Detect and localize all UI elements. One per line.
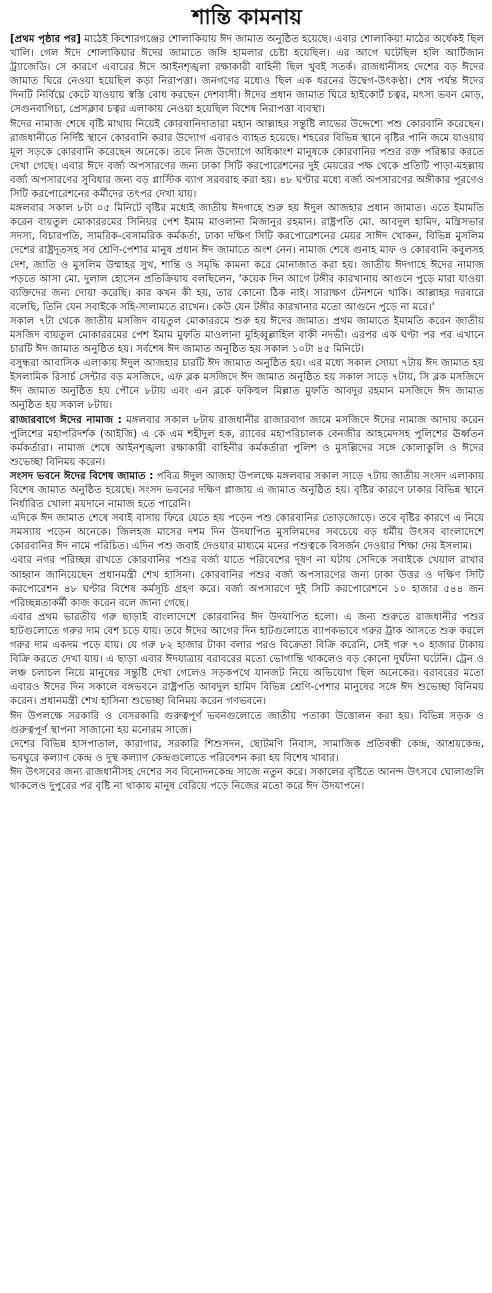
paragraph	[10, 357, 484, 413]
paragraph-text: এদিকে ঈদ জামাত শেষে সবাই বাসায় ফিরে যেতে হয় পড়েন পশু কোরবানির তোড়জোড়ে। তবে বৃষ্টির কারণে এ নিয়ে সমস্যায় পড়েন অনেকে। জিলহজ মাসের দশম দিন উদযাপিত মুসলিমদের সবচেয়ে বড় ধর্মীয় উৎসব বাংলাদেশে কোরবানির ঈদ নামে পরিচিত। এদিন পশু জবাই দেওয়ার মাধ্যমে মনের পশুত্বকে বিসর্জন দেওয়ার শিক্ষা দেয় ইসলাম।	[10, 513, 484, 553]
paragraph-lead: সংসদ ভবনে ঈদের বিশেষ জামাত :	[10, 470, 154, 482]
paragraph	[10, 315, 484, 357]
headline: শান্তি কামনায়	[192, 4, 302, 29]
paragraph-text: মাঠেই কিশোরগঞ্জের শোলাকিয়ায় ঈদ জামাত অনুষ্ঠিত হয়েছে। এবার শোলাকিয়া মাঠের অর্ধেকই ছিল খালি। গেল ঈদে শোলাকিয়ার ঈদের জামাতে জঙ্গি হামলার চেষ্টা হয়েছিল। এর আগে ঘটেছিল হলি আর্টিজান ট্র্যাজেডি। সে কারণে এবারের ঈদে আইনশৃঙ্খলা রক্ষাকারী বাহিনী ছিল খুবই সতর্ক। রাজধানীসহ দেশের বড় ঈদের জামাত ঘিরে নেওয়া হয়েছিল কড়া নিরাপত্তা। জনগণের মধ্যেও ছিল এক ধরনের উদ্বেগ-উৎকণ্ঠা। শেষ পর্যন্ত ঈদের দিনটি নির্বিঘ্নে কেটে যাওয়ায় স্বস্তি বোধ করছেন দেশবাসী। ঈদের প্রধান জামাত ঘিরে হাইকোর্ট চত্বর, মৎস্য ভবন মোড়, সেগুনবাগিচা, প্রেসক্লাব চত্বর এলাকায় নেওয়া হয়েছিল বিশেষ নিরাপত্তা ব্যবস্থা।	[10, 34, 484, 116]
paragraph-lead: রাজারবাগে ঈদের নামাজ :	[10, 414, 122, 426]
paragraph	[10, 611, 484, 710]
paragraph	[10, 738, 484, 766]
article-body	[10, 33, 484, 794]
paragraph	[10, 710, 484, 738]
paragraph-lead: [প্রথম পৃষ্ঠার পর]	[10, 34, 81, 45]
paragraph	[10, 470, 484, 512]
paragraph-text: এবার প্রথম ভারতীয় গরু ছাড়াই বাংলাদেশে কোরবানির ঈদ উদযাপিত হলো। এ জন্য শুরুতে রাজধানীর পশুর হাটগুলোতে গরুর দাম বেশ চড়ে যায়। তবে ঈদের আগের দিন হাটগুলোতে ব্যাপকভাবে গরুর ট্রাক আসতে শুরু করলে গরুর দাম একদম পড়ে যায়। যে গরু ৮২ হাজার টাকা বলার পরও বিক্রেতা বিক্রি করেনি, সেই গরু ৭০ হাজার টাকায় বিক্রি করতে দেখা যায়। এ ছাড়া এবার ঈদযাত্রায় বরাবরের মতো ভোগান্তি থাকলেও বড় কোনো দুর্ঘটনা ঘটেনি। ট্রেন ও লঞ্চ চলাচল নিয়ে মানুষের সন্তুষ্টি দেখা গেলেও সড়কপথে যানজট নিয়ে অভিযোগ ছিল অনেকের। বরাবরের মতো এবারও ঈদের দিন সকালে বঙ্গভবনে রাষ্ট্রপতি আবদুল হামিদ বিভিন্ন শ্রেণি-পেশার মানুষের সঙ্গে ঈদ শুভেচ্ছা বিনিময় করেন। প্রধানমন্ত্রী শেখ হাসিনা শুভেচ্ছা বিনিময় করেন গণভবনে।	[10, 611, 484, 708]
paragraph	[10, 766, 484, 794]
paragraph	[10, 33, 484, 118]
paragraph	[10, 512, 484, 554]
paragraph	[10, 202, 484, 315]
paragraph-text: এবার নগর পরিচ্ছন্ন রাখতে কোরবানির পশুর বর্জ্য যাতে পরিবেশের দূষণ না ঘটায় সেদিকে সবাইকে খেয়াল রাখার আহ্বান জানিয়েছেন প্রধানমন্ত্রী শেখ হাসিনা। কোরবানির পশুর বর্জ্য অপসারণের জন্য ঢাকা উত্তর ও দক্ষিণ সিটি করপোরেশন ৪৮ ঘণ্টার বিশেষ কর্মসূচি গ্রহণ করে। বর্জ্য অপসারণে দুই সিটি করপোরেশনে ১০ হাজার ৫৪৪ জন পরিচ্ছন্নতাকর্মী কাজ করেন বলে জানা গেছে।	[10, 555, 484, 609]
paragraph-text: ঈদ উৎসবের জন্য রাজধানীসহ দেশের সব বিনোদনকেন্দ্র সাজে নতুন করে। সকালের বৃষ্টিতে আনন্দ উৎসবে ঘোলাগুলি থাকলেও দুপুরের পর বৃষ্টি না থাকায় মানুষ বেরিয়ে পড়ে নিজের মতো করে ঈদ উদযাপনে।	[10, 766, 484, 792]
paragraph-text: সকাল ৭টা থেকে জাতীয় মসজিদ বায়তুল মোকাররমে শুরু হয় ঈদের জামাত। প্রথম জামাতে ইমামতি করেন জাতীয় মসজিদ বায়তুল মোকাররমের পেশ ইমাম মুফতি মাওলানা মুহিব্বুল্লাহিল বাকী নদভী। এরপর এক ঘণ্টা পর পর এখানে চারটি ঈদ জামাত অনুষ্ঠিত হয়। সর্বশেষ ঈদ জামাত অনুষ্ঠিত হয় সকাল ১০টা ৪৫ মিনিটে।	[10, 315, 484, 356]
paragraph-text: ঈদ উপলক্ষে সরকারি ও বেসরকারি গুরুত্বপূর্ণ ভবনগুলোতে জাতীয় পতাকা উত্তোলন করা হয়। বিভিন্ন সড়ক ও গুরুত্বপূর্ণ স্থাপনা সাজানো হয় মনোরম সাজে।	[10, 710, 484, 736]
paragraph	[10, 554, 484, 610]
paragraph-text: দেশের বিভিন্ন হাসপাতাল, কারাগার, সরকারি শিশুসদন, ছোটমণি নিবাস, সামাজিক প্রতিবন্ধী কেন্দ্র, আশ্রয়কেন্দ্র, ভবঘুরে কল্যাণ কেন্দ্র ও দুস্থ কল্যাণ কেন্দ্রগুলোতে পরিবেশন করা হয় বিশেষ খাবার।	[10, 738, 484, 764]
paragraph-text: ঈদের নামাজ শেষে বৃষ্টি মাথায় নিয়েই কোরবানিদাতারা মহান আল্লাহর সন্তুষ্টি লাভের উদ্দেশ্যে পশু কোরবানি করেছেন। রাজধানীতে নির্দিষ্ট স্থানে কোরবানি করার উদ্যোগ এবারও ব্যাহত হয়েছে। শহরের বিভিন্ন স্থানে বৃষ্টির পানি জমে যাওয়ায় মূল সড়কে কোরবানি করেছেন অনেকে। তবে নিজ উদ্যোগে অধিকাংশ মানুষকে কোরবানির পশুর রক্ত পরিষ্কার করতে দেখা গেছে। এবার ঈদে বর্জ্য অপসারণের জন্য ঢাকা সিটি করপোরেশনের দুই মেয়রের পক্ষ থেকে প্রতিটি পাড়া-মহল্লায় বর্জ্য অপসারণের সুবিধার জন্য বড় প্লাস্টিক ব্যাগ সরবরাহ করা হয়। ৪৮ ঘণ্টার মধ্যে বর্জ্য অপসারণের অঙ্গীকার পূরণেও সিটি করপোরেশনের কর্মীদের তৎপর দেখা যায়।	[10, 118, 484, 201]
paragraph	[10, 118, 484, 203]
paragraph-text: মঙ্গলবার সকাল ৮টা ০৫ মিনিটে বৃষ্টির মধ্যেই জাতীয় ঈদগাহে শুরু হয় ঈদুল আজহার প্রধান জামাত। এতে ইমামতি করেন বায়তুল মোকাররমের সিনিয়র পেশ ইমাম মাওলানা মিজানুর রহমান। রাষ্ট্রপতি মো. আবদুল হামিদ, মন্ত্রিসভার সদস্য, বিচারপতি, সামরিক-বেসামরিক কর্মকর্তা, ঢাকা দক্ষিণ সিটি করপোরেশনের মেয়র সাঈদ খোকন, বিভিন্ন মুসলিম দেশের রাষ্ট্রদূতসহ সব শ্রেণি-পেশার মানুষ প্রধান ঈদ জামাতে অংশ নেন। নামাজ শেষে গুনাহ মাফ ও কোরবানি কবুলসহ দেশ, জাতি ও মুসলিম উম্মাহর সুখ, শান্তি ও সমৃদ্ধি কামনা করে মোনাজাত করা হয়। জাতীয় ঈদগাহে ঈদের নামাজ পড়তে আসা মো. দুলাল হোসেন প্রতিক্রিয়ায় বলছিলেন, 'কয়েক দিন আগে টঙ্গীর কারখানায় আগুনে পুড়ে মারা যাওয়া ব্যক্তিদের জন্য দোয়া করেছি। কার কখন কী হয়, তার কোনো ঠিক নাই। সারাক্ষণ টেনশনে থাকি। আল্লাহর দরবারে বলেছি, তিনি যেন সবাইকে সহি-সালামতে রাখেন। কেউ যেন টঙ্গীর কারখানার মতো আগুনে পুড়ে না মরে।'	[10, 203, 484, 313]
paragraph	[10, 414, 484, 470]
paragraph-text: মঙ্গলবার সকাল ৮টায় রাজধানীর রাজারবাগ জামে মসজিদে ঈদের নামাজ আদায় করেন পুলিশের মহাপরিদর্শক (আইজি) এ কে এম শহীদুল হক, র‍্যাবের মহাপরিচালক বেনজীর আহমেদসহ পুলিশের ঊর্ধ্বতন কর্মকর্তারা। নামাজ শেষে আইনশৃঙ্খলা রক্ষাকারী বাহিনীর কর্মকর্তারা পুলিশ ও মুসল্লিদের সঙ্গে কোলাকুলি ও ঈদের শুভেচ্ছা বিনিময় করেন।	[10, 414, 484, 468]
paragraph-text: বসুন্ধরা আবাসিক এলাকায় ঈদুল আজহার চারটি ঈদ জামাত অনুষ্ঠিত হয়। এর মধ্যে সকাল সোয়া ৭টায় ঈদ জামাত হয় ইসলামিক রিসার্চ সেন্টার বড় মসজিদে, এফ ব্লক মসজিদে ঈদ জামাত অনুষ্ঠিত হয় সকাল সাড়ে ৭টায়, সি ব্লক মসজিদে ঈদ জামাত অনুষ্ঠিত হয় পৌনে ৮টায় এবং এন ব্লকে ফকিহুল মিল্লাত মুফতি আবদুর রহমান মসজিদে ঈদ জামাত অনুষ্ঠিত হয় সকাল ৮টায়।	[10, 358, 484, 412]
paragraph-text: পবিত্র ঈদুল আজহা উপলক্ষে মঙ্গলবার সকাল সাড়ে ৭টায় জাতীয় সংসদ এলাকায় বিশেষ জামাত অনুষ্ঠিত হয়েছে। সংসদ ভবনের দক্ষিণ প্লাজায় এ জামাত অনুষ্ঠিত হয়। বৃষ্টির কারণে ঢাকার বিভিন্ন স্থানে নির্ধারিত খোলা ময়দানে নামাজ হতে পারেনি।	[10, 470, 484, 511]
